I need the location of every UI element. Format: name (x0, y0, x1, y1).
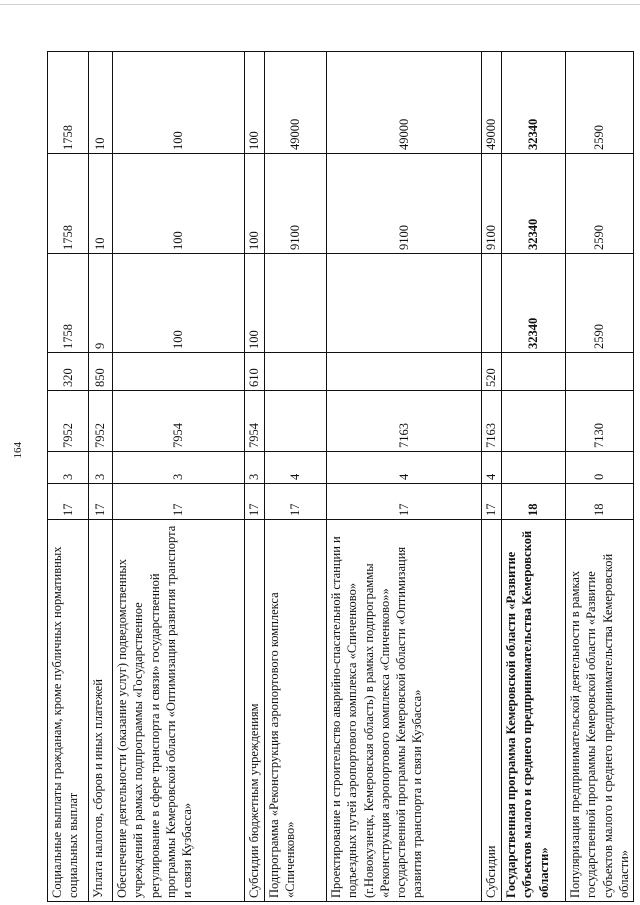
value-cell-c4: 610 (245, 353, 265, 391)
row-name-cell: Субсидии бюджетным учреждениям (245, 520, 265, 902)
row-name-cell: Уплата налогов, сборов и иных платежей (89, 520, 113, 902)
value-cell-c3: 7952 (48, 391, 89, 452)
value-cell-c3: 7130 (566, 391, 634, 452)
value-cell-c7: 100 (245, 52, 265, 154)
value-cell-c6: 2590 (566, 154, 634, 254)
value-cell-c5: 1758 (48, 254, 89, 353)
value-cell-c7: 10 (89, 52, 113, 154)
value-cell-c3: 7952 (89, 391, 113, 452)
table-row (566, 52, 634, 902)
row-name-cell: Субсидии (482, 520, 502, 902)
value-cell-c4 (113, 353, 245, 391)
value-cell-c5 (265, 254, 327, 353)
row-name-cell: Подпрограмма «Реконструкция аэропортового комплекса «Спиченково» (265, 520, 327, 902)
value-cell-c6: 9100 (327, 154, 482, 254)
value-cell-c2: 3 (89, 452, 113, 484)
value-cell-c2 (502, 452, 566, 484)
value-cell-c2: 0 (566, 452, 634, 484)
table-row (502, 52, 566, 902)
table-row (327, 52, 482, 902)
value-cell-c3: 7954 (113, 391, 245, 452)
budget-table (47, 51, 634, 902)
value-cell-c7: 2590 (566, 52, 634, 154)
value-cell-c1: 17 (482, 484, 502, 520)
value-cell-c7: 49000 (327, 52, 482, 154)
value-cell-c1: 17 (48, 484, 89, 520)
value-cell-c2: 3 (245, 452, 265, 484)
table-row (48, 52, 89, 902)
value-cell-c3: 7954 (245, 391, 265, 452)
row-name-cell: Государственная программа Кемеровской области «Развитие субъектов малого и среднего предпринимательства Кемеровской области» (502, 520, 566, 902)
value-cell-c4 (327, 353, 482, 391)
value-cell-c6: 9100 (482, 154, 502, 254)
table-row (113, 52, 245, 902)
value-cell-c6: 9100 (265, 154, 327, 254)
value-cell-c1: 18 (566, 484, 634, 520)
value-cell-c2: 4 (265, 452, 327, 484)
page-number: 164 (12, 442, 24, 459)
value-cell-c5: 32340 (502, 254, 566, 353)
value-cell-c1: 17 (245, 484, 265, 520)
table-row (245, 52, 265, 902)
value-cell-c1: 18 (502, 484, 566, 520)
value-cell-c6: 100 (245, 154, 265, 254)
value-cell-c3 (265, 391, 327, 452)
value-cell-c4: 850 (89, 353, 113, 391)
value-cell-c1: 17 (265, 484, 327, 520)
value-cell-c5: 2590 (566, 254, 634, 353)
value-cell-c5: 100 (113, 254, 245, 353)
value-cell-c3 (502, 391, 566, 452)
value-cell-c1: 17 (113, 484, 245, 520)
rotated-table-wrapper (47, 52, 631, 902)
value-cell-c4 (566, 353, 634, 391)
value-cell-c2: 4 (327, 452, 482, 484)
value-cell-c7: 100 (113, 52, 245, 154)
value-cell-c7: 49000 (482, 52, 502, 154)
value-cell-c2: 3 (48, 452, 89, 484)
value-cell-c3: 7163 (327, 391, 482, 452)
table-row (482, 52, 502, 902)
value-cell-c3: 7163 (482, 391, 502, 452)
row-name-cell: Проектирование и строительство аварийно-спасательной станции и подъездных путей аэропортового комплекса «Спиченково» (г.Новокузнецк, Кемеровская область) в рамках подпрограммы «Реконструкция аэропортового комплекса «Спиченково»» государственной программы Кемеровской области «Оптимизация развития транспорта и связи Кузбасса» (327, 520, 482, 902)
value-cell-c1: 17 (89, 484, 113, 520)
value-cell-c4 (502, 353, 566, 391)
value-cell-c2: 3 (113, 452, 245, 484)
value-cell-c1: 17 (327, 484, 482, 520)
row-name-cell: Социальные выплаты гражданам, кроме публичных нормативных социальных выплат (48, 520, 89, 902)
value-cell-c7: 49000 (265, 52, 327, 154)
table-row (89, 52, 113, 902)
top-rule (0, 4, 640, 5)
value-cell-c6: 32340 (502, 154, 566, 254)
value-cell-c6: 10 (89, 154, 113, 254)
value-cell-c4: 520 (482, 353, 502, 391)
value-cell-c5 (327, 254, 482, 353)
row-name-cell: Популяризация предпринимательской деятельности в рамках государственной программы Кемеровской области «Развитие субъектов малого и среднего предпринимательства Кемеровской области» (566, 520, 634, 902)
value-cell-c2: 4 (482, 452, 502, 484)
value-cell-c4: 320 (48, 353, 89, 391)
value-cell-c7: 1758 (48, 52, 89, 154)
value-cell-c5: 100 (245, 254, 265, 353)
value-cell-c7: 32340 (502, 52, 566, 154)
value-cell-c6: 1758 (48, 154, 89, 254)
value-cell-c5: 9 (89, 254, 113, 353)
value-cell-c5 (482, 254, 502, 353)
value-cell-c4 (265, 353, 327, 391)
row-name-cell: Обеспечение деятельности (оказание услуг) подведомственных учреждений в рамках подпрограммы «Государственное регулирование в сфере транспорта и связи» государственной программы Кемеровской области «Оптимизация развития транспорта и связи Кузбасса» (113, 520, 245, 902)
value-cell-c6: 100 (113, 154, 245, 254)
table-row (265, 52, 327, 902)
